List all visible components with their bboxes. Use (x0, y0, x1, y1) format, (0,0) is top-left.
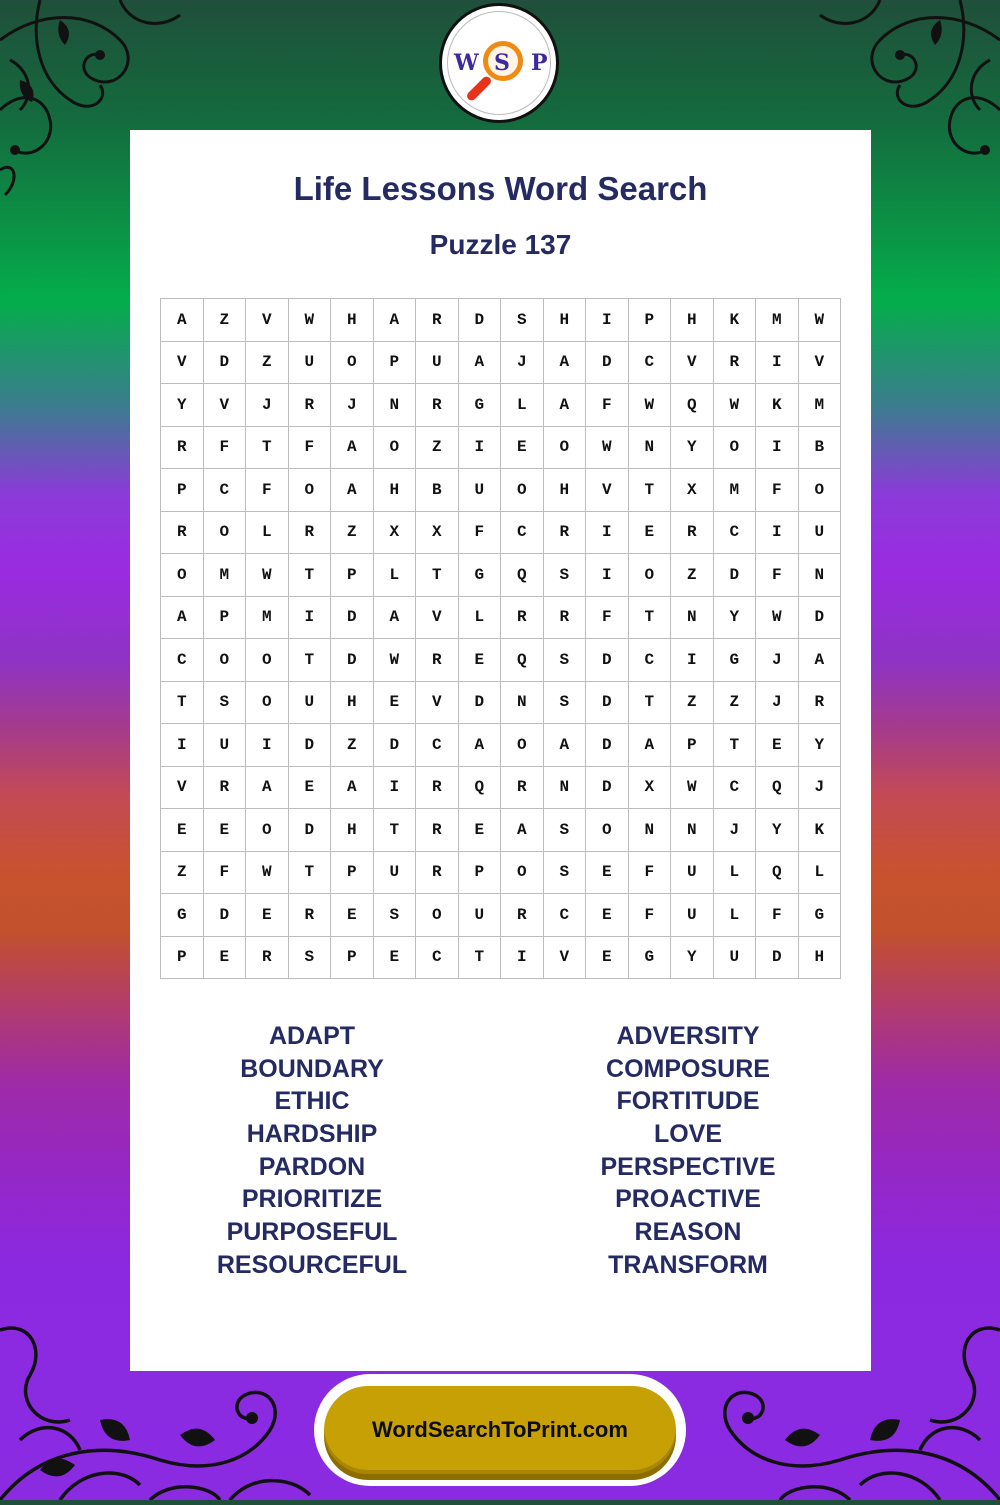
grid-cell[interactable]: O (544, 427, 587, 470)
grid-cell[interactable]: A (501, 809, 544, 852)
grid-cell[interactable]: G (459, 384, 502, 427)
grid-cell[interactable]: P (374, 342, 417, 385)
grid-cell[interactable]: R (161, 512, 204, 555)
grid-cell[interactable]: E (289, 767, 332, 810)
grid-cell[interactable]: F (756, 554, 799, 597)
word-list-item: LOVE (653, 1120, 723, 1149)
grid-cell[interactable]: O (374, 427, 417, 470)
grid-cell[interactable]: K (714, 299, 757, 342)
word-list-item: PARDON (258, 1152, 366, 1181)
grid-cell[interactable]: Q (501, 639, 544, 682)
grid-cell[interactable]: U (671, 852, 714, 895)
grid-cell[interactable]: R (501, 767, 544, 810)
grid-cell[interactable]: U (204, 724, 247, 767)
logo-letter-s: S (494, 50, 510, 76)
grid-cell[interactable]: D (289, 724, 332, 767)
grid-cell[interactable]: W (374, 639, 417, 682)
grid-cell[interactable]: A (459, 724, 502, 767)
grid-cell[interactable]: Q (501, 554, 544, 597)
grid-cell[interactable]: A (544, 342, 587, 385)
grid-cell[interactable]: R (289, 894, 332, 937)
grid-cell[interactable]: I (671, 639, 714, 682)
grid-cell[interactable]: C (416, 724, 459, 767)
grid-cell[interactable]: O (416, 894, 459, 937)
grid-cell[interactable]: T (629, 682, 672, 725)
grid-cell[interactable]: K (756, 384, 799, 427)
grid-cell[interactable]: Y (671, 937, 714, 980)
grid-cell[interactable]: S (501, 299, 544, 342)
grid-cell[interactable]: N (799, 554, 842, 597)
grid-cell[interactable]: I (161, 724, 204, 767)
grid-cell[interactable]: E (586, 894, 629, 937)
word-list-item: PROACTIVE (615, 1185, 761, 1214)
grid-cell[interactable]: M (714, 469, 757, 512)
grid-cell[interactable]: N (501, 682, 544, 725)
grid-cell[interactable]: R (671, 512, 714, 555)
grid-cell[interactable]: D (586, 682, 629, 725)
grid-cell[interactable]: D (459, 682, 502, 725)
grid-cell[interactable]: T (289, 554, 332, 597)
grid-cell[interactable]: L (714, 894, 757, 937)
grid-cell[interactable]: O (161, 554, 204, 597)
grid-cell[interactable]: N (544, 767, 587, 810)
puzzle-title: Life Lessons Word Search (293, 170, 708, 207)
grid-cell[interactable]: G (714, 639, 757, 682)
grid-cell[interactable]: H (544, 469, 587, 512)
word-list-left (162, 1020, 462, 1282)
grid-cell[interactable]: L (799, 852, 842, 895)
grid-cell[interactable]: Q (671, 384, 714, 427)
grid-cell[interactable]: I (374, 767, 417, 810)
grid-cell[interactable]: P (331, 937, 374, 980)
grid-cell[interactable]: R (289, 512, 332, 555)
grid-cell[interactable]: X (374, 512, 417, 555)
grid-cell[interactable]: R (416, 639, 459, 682)
grid-cell[interactable]: E (586, 937, 629, 980)
word-list-item: ADVERSITY (616, 1022, 760, 1050)
grid-cell[interactable]: H (374, 469, 417, 512)
grid-cell[interactable]: F (289, 427, 332, 470)
grid-cell[interactable]: Y (756, 809, 799, 852)
grid-cell[interactable]: R (416, 767, 459, 810)
puzzle-card (130, 130, 871, 1371)
grid-cell[interactable]: H (331, 809, 374, 852)
grid-cell[interactable]: B (416, 469, 459, 512)
grid-cell[interactable]: D (289, 809, 332, 852)
grid-cell[interactable]: F (246, 469, 289, 512)
grid-cell[interactable]: H (331, 682, 374, 725)
grid-cell[interactable]: V (161, 767, 204, 810)
grid-cell[interactable]: O (331, 342, 374, 385)
grid-cell[interactable]: F (586, 384, 629, 427)
grid-cell[interactable]: E (204, 809, 247, 852)
grid-cell[interactable]: L (246, 512, 289, 555)
grid-cell[interactable]: W (714, 384, 757, 427)
site-link-button[interactable]: WordSearchToPrint.com (324, 1386, 676, 1474)
grid-cell[interactable]: J (714, 809, 757, 852)
grid-cell[interactable]: R (416, 852, 459, 895)
grid-cell[interactable]: I (289, 597, 332, 640)
grid-cell[interactable]: I (586, 512, 629, 555)
grid-cell[interactable]: A (161, 597, 204, 640)
grid-cell[interactable]: P (161, 469, 204, 512)
grid-cell[interactable]: J (799, 767, 842, 810)
grid-cell[interactable]: F (204, 427, 247, 470)
grid-cell[interactable]: V (586, 469, 629, 512)
grid-cell[interactable]: F (629, 852, 672, 895)
word-list-item: REASON (634, 1218, 742, 1247)
grid-cell[interactable]: R (544, 597, 587, 640)
grid-cell[interactable]: F (204, 852, 247, 895)
grid-cell[interactable]: M (799, 384, 842, 427)
grid-cell[interactable]: A (629, 724, 672, 767)
grid-cell[interactable]: D (586, 724, 629, 767)
grid-cell[interactable]: V (416, 597, 459, 640)
grid-cell[interactable]: R (544, 512, 587, 555)
grid-cell[interactable]: O (799, 469, 842, 512)
grid-cell[interactable]: M (204, 554, 247, 597)
grid-cell[interactable]: F (629, 894, 672, 937)
grid-cell[interactable]: W (799, 299, 842, 342)
grid-cell[interactable]: Z (671, 682, 714, 725)
grid-cell[interactable]: U (289, 682, 332, 725)
grid-cell[interactable]: Z (161, 852, 204, 895)
grid-cell[interactable]: O (204, 512, 247, 555)
grid-cell[interactable]: N (671, 597, 714, 640)
grid-cell[interactable]: U (671, 894, 714, 937)
grid-cell[interactable]: Q (459, 767, 502, 810)
grid-cell[interactable]: R (416, 299, 459, 342)
grid-cell[interactable]: L (459, 597, 502, 640)
grid-cell[interactable]: D (204, 894, 247, 937)
grid-cell[interactable]: E (501, 427, 544, 470)
grid-cell[interactable]: I (501, 937, 544, 980)
grid-cell[interactable]: T (459, 937, 502, 980)
grid-cell[interactable]: S (544, 639, 587, 682)
grid-cell[interactable]: E (756, 724, 799, 767)
grid-cell[interactable]: V (671, 342, 714, 385)
puzzle-number: Puzzle 137 (429, 229, 572, 260)
grid-cell[interactable]: T (374, 809, 417, 852)
grid-cell[interactable]: V (416, 682, 459, 725)
grid-cell[interactable]: C (161, 639, 204, 682)
grid-cell[interactable]: R (501, 597, 544, 640)
grid-cell[interactable]: P (629, 299, 672, 342)
grid-cell[interactable]: R (416, 809, 459, 852)
grid-cell[interactable]: A (246, 767, 289, 810)
grid-cell[interactable]: T (416, 554, 459, 597)
grid-cell[interactable]: I (756, 427, 799, 470)
grid-cell[interactable]: H (671, 299, 714, 342)
grid-cell[interactable]: A (374, 597, 417, 640)
grid-cell[interactable]: P (671, 724, 714, 767)
word-list-item: FORTITUDE (616, 1087, 760, 1116)
grid-cell[interactable]: Y (671, 427, 714, 470)
grid-cell[interactable]: D (586, 767, 629, 810)
letter-grid (160, 298, 841, 979)
grid-cell[interactable]: O (629, 554, 672, 597)
grid-cell[interactable]: A (161, 299, 204, 342)
word-list-item: ETHIC (274, 1087, 350, 1116)
grid-cell[interactable]: D (204, 342, 247, 385)
grid-cell[interactable]: I (756, 342, 799, 385)
grid-cell[interactable]: F (459, 512, 502, 555)
grid-cell[interactable]: O (586, 809, 629, 852)
grid-cell[interactable]: Q (756, 767, 799, 810)
grid-cell[interactable]: S (204, 682, 247, 725)
grid-cell[interactable]: E (586, 852, 629, 895)
grid-cell[interactable]: W (289, 299, 332, 342)
grid-cell[interactable]: Z (246, 342, 289, 385)
grid-cell[interactable]: U (714, 937, 757, 980)
grid-cell[interactable]: D (586, 342, 629, 385)
grid-cell[interactable]: S (374, 894, 417, 937)
grid-cell[interactable]: T (246, 427, 289, 470)
grid-cell[interactable]: P (459, 852, 502, 895)
grid-cell[interactable]: G (459, 554, 502, 597)
grid-cell[interactable]: A (331, 469, 374, 512)
grid-cell[interactable]: O (501, 852, 544, 895)
grid-cell[interactable]: A (544, 384, 587, 427)
grid-cell[interactable]: D (586, 639, 629, 682)
grid-cell[interactable]: V (246, 299, 289, 342)
grid-cell[interactable]: C (714, 767, 757, 810)
grid-cell[interactable]: C (501, 512, 544, 555)
grid-cell[interactable]: M (756, 299, 799, 342)
word-list-item: TRANSFORM (608, 1250, 768, 1279)
grid-cell[interactable]: E (459, 639, 502, 682)
grid-cell[interactable]: K (799, 809, 842, 852)
grid-cell[interactable]: A (331, 427, 374, 470)
grid-cell[interactable]: R (161, 427, 204, 470)
grid-cell[interactable]: E (204, 937, 247, 980)
grid-cell[interactable]: H (799, 937, 842, 980)
grid-cell[interactable]: D (799, 597, 842, 640)
grid-cell[interactable]: T (161, 682, 204, 725)
grid-cell[interactable]: B (799, 427, 842, 470)
grid-cell[interactable]: E (374, 937, 417, 980)
grid-cell[interactable]: R (799, 682, 842, 725)
word-list-item: ADAPT (268, 1022, 356, 1050)
grid-cell[interactable]: S (544, 554, 587, 597)
grid-cell[interactable]: D (331, 639, 374, 682)
grid-cell[interactable]: W (629, 384, 672, 427)
grid-cell[interactable]: Z (714, 682, 757, 725)
grid-cell[interactable]: D (331, 597, 374, 640)
grid-cell[interactable]: F (586, 597, 629, 640)
grid-cell[interactable]: S (544, 809, 587, 852)
grid-cell[interactable]: W (246, 852, 289, 895)
grid-cell[interactable]: O (246, 682, 289, 725)
grid-cell[interactable]: S (289, 937, 332, 980)
grid-cell[interactable]: Q (756, 852, 799, 895)
grid-cell[interactable]: R (416, 384, 459, 427)
grid-cell[interactable]: A (331, 767, 374, 810)
grid-cell[interactable]: J (246, 384, 289, 427)
grid-cell[interactable]: N (374, 384, 417, 427)
grid-cell[interactable]: C (204, 469, 247, 512)
word-list-item: RESOURCEFUL (216, 1250, 408, 1279)
grid-cell[interactable]: W (586, 427, 629, 470)
grid-cell[interactable]: Z (671, 554, 714, 597)
grid-cell[interactable]: G (799, 894, 842, 937)
grid-cell[interactable]: N (629, 809, 672, 852)
grid-cell[interactable]: A (544, 724, 587, 767)
grid-cell[interactable]: R (204, 767, 247, 810)
grid-cell[interactable]: I (459, 427, 502, 470)
grid-cell[interactable]: D (756, 937, 799, 980)
grid-cell[interactable]: V (204, 384, 247, 427)
grid-cell[interactable]: C (629, 639, 672, 682)
grid-cell[interactable]: U (416, 342, 459, 385)
word-list-item: BOUNDARY (240, 1054, 384, 1083)
grid-cell[interactable]: O (289, 469, 332, 512)
grid-cell[interactable]: I (586, 554, 629, 597)
grid-cell[interactable]: V (161, 342, 204, 385)
grid-cell[interactable]: O (246, 639, 289, 682)
grid-cell[interactable]: O (501, 469, 544, 512)
logo-letter-p: P (531, 50, 548, 76)
grid-cell[interactable]: E (629, 512, 672, 555)
grid-cell[interactable]: J (331, 384, 374, 427)
grid-cell[interactable]: H (544, 299, 587, 342)
grid-cell[interactable]: R (246, 937, 289, 980)
grid-cell[interactable]: D (714, 554, 757, 597)
grid-cell[interactable]: C (544, 894, 587, 937)
grid-cell[interactable]: Y (714, 597, 757, 640)
grid-cell[interactable]: I (246, 724, 289, 767)
grid-cell[interactable]: N (629, 427, 672, 470)
grid-cell[interactable]: W (246, 554, 289, 597)
grid-cell[interactable]: G (161, 894, 204, 937)
grid-cell[interactable]: F (756, 469, 799, 512)
grid-cell[interactable]: C (416, 937, 459, 980)
grid-cell[interactable]: U (289, 342, 332, 385)
grid-cell[interactable]: P (204, 597, 247, 640)
grid-cell[interactable]: L (374, 554, 417, 597)
grid-cell[interactable]: Z (204, 299, 247, 342)
grid-cell[interactable]: E (161, 809, 204, 852)
grid-cell[interactable]: O (714, 427, 757, 470)
grid-cell[interactable]: T (289, 852, 332, 895)
grid-cell[interactable]: A (799, 639, 842, 682)
grid-cell[interactable]: J (756, 682, 799, 725)
grid-cell[interactable]: U (799, 512, 842, 555)
grid-cell[interactable]: Y (161, 384, 204, 427)
grid-cell[interactable]: S (544, 682, 587, 725)
grid-cell[interactable]: V (799, 342, 842, 385)
grid-cell[interactable]: Z (331, 724, 374, 767)
grid-cell[interactable]: P (161, 937, 204, 980)
grid-cell[interactable]: J (501, 342, 544, 385)
grid-cell[interactable]: Z (416, 427, 459, 470)
grid-cell[interactable]: G (629, 937, 672, 980)
grid-cell[interactable]: F (756, 894, 799, 937)
grid-cell[interactable]: W (671, 767, 714, 810)
word-list-item: PERSPECTIVE (600, 1152, 776, 1181)
grid-cell[interactable]: R (289, 384, 332, 427)
grid-cell[interactable]: R (714, 342, 757, 385)
grid-cell[interactable]: W (756, 597, 799, 640)
wsp-logo[interactable] (439, 3, 559, 123)
grid-cell[interactable]: C (629, 342, 672, 385)
grid-cell[interactable]: I (586, 299, 629, 342)
grid-cell[interactable]: U (374, 852, 417, 895)
grid-cell[interactable]: J (756, 639, 799, 682)
grid-cell[interactable]: T (714, 724, 757, 767)
grid-cell[interactable]: N (671, 809, 714, 852)
grid-cell[interactable]: L (714, 852, 757, 895)
word-list-item: PRIORITIZE (241, 1185, 383, 1214)
grid-cell[interactable]: O (501, 724, 544, 767)
word-list-item: HARDSHIP (246, 1120, 378, 1149)
grid-cell[interactable]: S (544, 852, 587, 895)
grid-cell[interactable]: M (246, 597, 289, 640)
grid-cell[interactable]: E (246, 894, 289, 937)
grid-cell[interactable]: Y (799, 724, 842, 767)
grid-cell[interactable]: E (459, 809, 502, 852)
grid-cell[interactable]: X (671, 469, 714, 512)
grid-cell[interactable]: H (331, 299, 374, 342)
grid-cell[interactable]: T (289, 639, 332, 682)
grid-cell[interactable]: D (459, 299, 502, 342)
grid-cell[interactable]: P (331, 554, 374, 597)
grid-cell[interactable]: O (204, 639, 247, 682)
site-badge (314, 1374, 686, 1486)
logo-letter-w: W (454, 50, 479, 76)
grid-cell[interactable]: L (501, 384, 544, 427)
grid-cell[interactable]: D (374, 724, 417, 767)
grid-cell[interactable]: E (331, 894, 374, 937)
grid-cell[interactable]: A (459, 342, 502, 385)
grid-cell[interactable]: T (629, 597, 672, 640)
word-list-item: COMPOSURE (606, 1054, 770, 1083)
word-list-item: PURPOSEFUL (226, 1218, 398, 1247)
grid-cell[interactable]: U (459, 469, 502, 512)
grid-cell[interactable]: T (629, 469, 672, 512)
grid-cell[interactable]: O (246, 809, 289, 852)
grid-cell[interactable]: U (459, 894, 502, 937)
word-list-right (538, 1020, 838, 1282)
grid-cell[interactable]: E (374, 682, 417, 725)
grid-cell[interactable]: I (756, 512, 799, 555)
grid-cell[interactable]: X (416, 512, 459, 555)
grid-cell[interactable]: R (501, 894, 544, 937)
grid-cell[interactable]: C (714, 512, 757, 555)
grid-cell[interactable]: A (374, 299, 417, 342)
grid-cell[interactable]: X (629, 767, 672, 810)
grid-cell[interactable]: P (331, 852, 374, 895)
grid-cell[interactable]: Z (331, 512, 374, 555)
grid-cell[interactable]: V (544, 937, 587, 980)
